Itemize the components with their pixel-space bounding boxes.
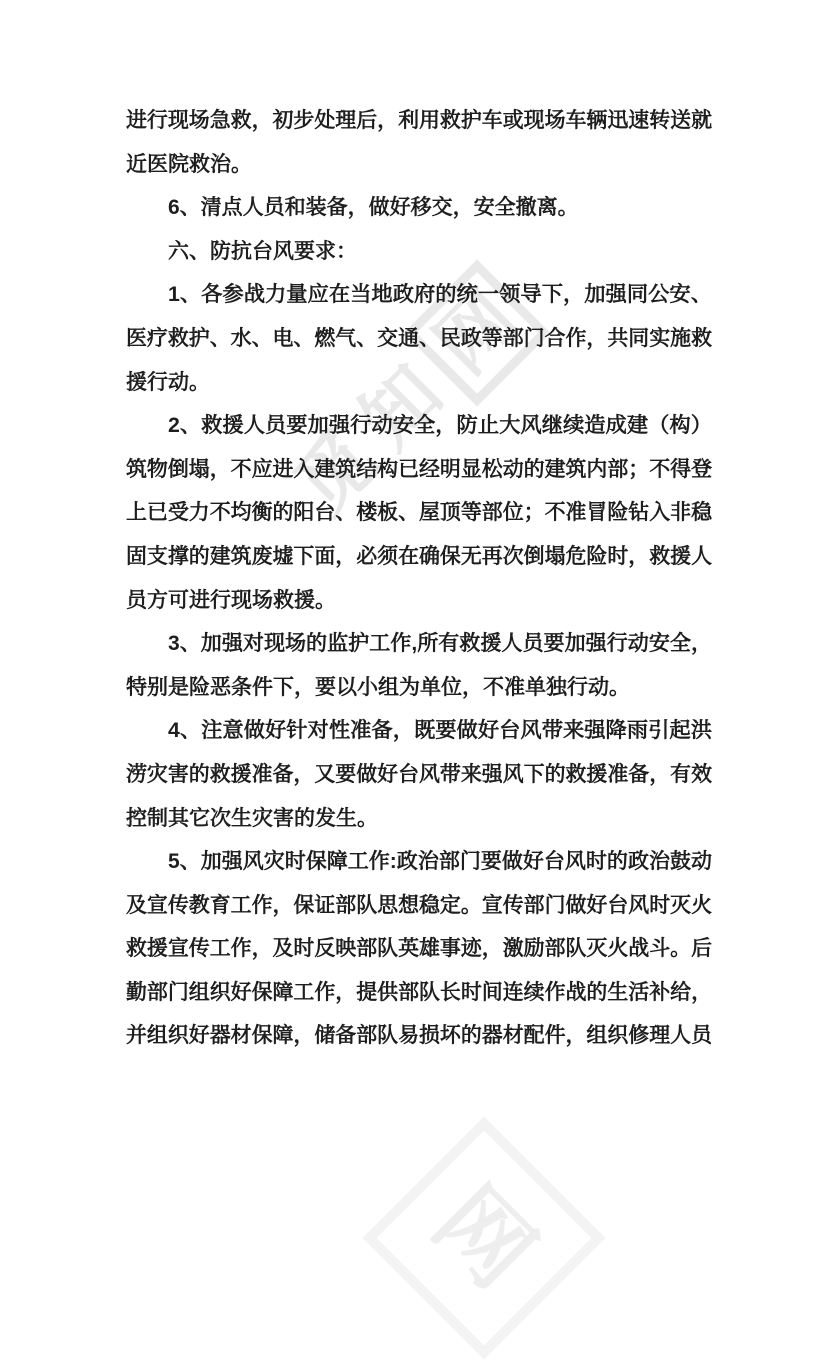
text-line [126,884,712,928]
text-line-content: 筑物倒塌，不应进入建筑结构已经明显松动的建筑内部；不得登 [126,457,712,481]
text-line-content: 并组织好器材保障，储备部队易损坏的器材配件，组织修理人员 [126,1024,712,1048]
text-line [126,797,712,841]
text-line-content: 员方可进行现场救援。 [126,588,336,612]
text-line-content: 4、注意做好针对性准备，既要做好台风带来强降雨引起洪 [168,719,712,743]
text-line [126,404,712,448]
text-line-content: 六、防抗台风要求： [168,239,357,263]
text-line [126,622,712,666]
text-line [126,666,712,710]
text-line-content: 近医院救治。 [126,152,252,176]
text-line [126,273,712,317]
text-line [126,709,712,753]
text-line [126,927,712,971]
text-line-content: 特别是险恶条件下，要以小组为单位，不准单独行动。 [126,675,630,699]
mizhiwang-watermark-bottom [362,1116,605,1359]
text-line-content: 6、清点人员和装备，做好移交，安全撤离。 [168,196,579,220]
text-line-content: 控制其它次生灾害的发生。 [126,806,378,830]
text-line [126,971,712,1015]
text-line [126,1014,712,1058]
text-line-content: 救援宣传工作，及时反映部队英雄事迹，激励部队灭火战斗。后 [126,937,712,961]
text-line [126,143,712,187]
text-line [126,491,712,535]
text-line [126,361,712,405]
text-line-content: 2、救援人员要加强行动安全，防止大风继续造成建（构） [168,414,712,438]
text-line-content: 1、各参战力量应在当地政府的统一领导下，加强同公安、 [168,283,712,307]
document-text [126,99,712,1058]
text-line [126,579,712,623]
text-line-content: 固支撑的建筑废墟下面，必须在确保无再次倒塌危险时，救援人 [126,544,712,568]
text-line [126,317,712,361]
text-line [126,840,712,884]
watermark-char-mi: 觅 [279,415,394,530]
text-line-content: 涝灾害的救援准备，又要做好台风带来强风下的救援准备，有效 [126,762,712,786]
text-line-content: 上已受力不均衡的阳台、楼板、屋顶等部位；不准冒险钻入非稳 [126,501,712,525]
watermark-char-wang: 网 [415,1169,553,1307]
text-line [126,535,712,579]
text-line [126,230,712,274]
text-line [126,186,712,230]
text-line-content: 及宣传教育工作，保证部队思想稳定。宣传部门做好台风时灭火 [126,893,712,917]
text-line-content: 3、加强对现场的监护工作,所有救援人员要加强行动安全， [168,632,712,656]
text-line [126,448,712,492]
text-line-content: 进行现场急救，初步处理后，利用救护车或现场车辆迅速转送就 [126,109,712,132]
text-line-content: 援行动。 [126,370,210,394]
text-line [126,753,712,797]
text-line [126,99,712,143]
watermark-char-zhi: 知 [344,350,459,465]
text-line-content: 勤部门组织好保障工作，提供部队长时间连续作战的生活补给， [126,980,712,1004]
watermark-char-wang: 网 [419,275,534,390]
text-line-content: 医疗救护、水、电、燃气、交通、民政等部门合作，共同实施救 [126,326,712,350]
text-line-content: 5、加强风灾时保障工作:政治部门要做好台风时的政治鼓动 [168,850,712,874]
